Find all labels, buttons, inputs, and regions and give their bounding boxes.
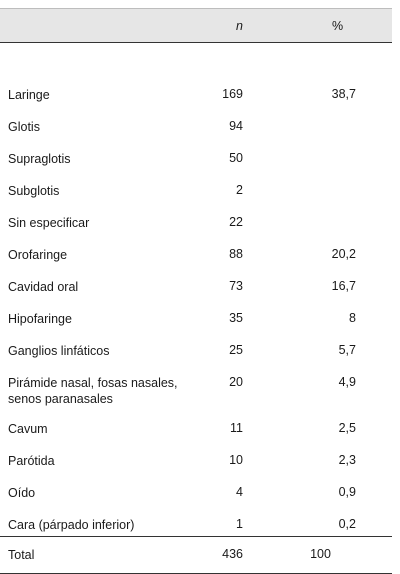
table-row	[0, 171, 392, 203]
row-percent	[245, 203, 392, 235]
total-label: Total	[0, 537, 190, 574]
table-row	[0, 299, 392, 331]
row-site: Glotis	[8, 119, 40, 134]
table-row	[0, 139, 392, 171]
table-row	[0, 75, 392, 107]
table-row	[0, 363, 392, 409]
row-site: Oído	[8, 485, 36, 500]
row-site: Sin especificar	[8, 215, 90, 230]
header-percent: %	[245, 9, 392, 43]
table-row	[0, 473, 392, 505]
table-row	[0, 267, 392, 299]
table-row	[0, 441, 392, 473]
row-percent: 8	[349, 310, 356, 325]
row-n: 73	[229, 278, 243, 293]
header-n: n	[190, 9, 245, 43]
header-site	[0, 9, 190, 43]
row-site: Laringe	[8, 87, 50, 102]
row-n: 50	[229, 150, 243, 165]
row-n: 22	[229, 214, 243, 229]
row-n: 88	[229, 246, 243, 261]
row-percent: 2,5	[338, 420, 356, 435]
total-percent: 100	[245, 537, 392, 574]
row-n: 169	[222, 86, 243, 101]
row-n: 94	[229, 118, 243, 133]
row-n: 1	[236, 516, 243, 531]
row-site: Cara (párpado inferior)	[8, 517, 135, 532]
table-row	[0, 505, 392, 537]
total-n: 436	[190, 537, 245, 574]
row-percent	[245, 171, 392, 203]
row-n: 11	[230, 420, 243, 435]
row-percent: 5,7	[338, 342, 356, 357]
row-percent: 4,9	[338, 374, 356, 389]
row-percent	[245, 139, 392, 171]
row-n: 20	[229, 374, 243, 389]
total-row	[0, 537, 392, 574]
row-site: Cavidad oral	[8, 279, 79, 294]
table-header	[0, 9, 392, 43]
table-row	[0, 107, 392, 139]
table-row	[0, 203, 392, 235]
tumor-site-table	[0, 8, 392, 574]
row-percent: 0,9	[338, 484, 356, 499]
row-percent: 2,3	[338, 452, 356, 467]
spacer-row	[0, 43, 392, 75]
row-percent	[245, 107, 392, 139]
tumor-site-table-container	[0, 8, 392, 574]
table-body	[0, 43, 392, 574]
table-row	[0, 331, 392, 363]
row-n: 2	[236, 182, 243, 197]
row-site: Cavum	[8, 421, 48, 436]
row-site: Orofaringe	[8, 247, 68, 262]
row-percent: 20,2	[331, 246, 356, 261]
row-percent: 16,7	[331, 278, 356, 293]
header-row	[0, 9, 392, 43]
row-site: Parótida	[8, 453, 55, 468]
row-n: 4	[236, 484, 243, 499]
row-site: Hipofaringe	[8, 311, 72, 326]
row-site: Subglotis	[8, 183, 60, 198]
row-site: Ganglios linfáticos	[8, 343, 110, 358]
row-percent: 38,7	[331, 86, 356, 101]
row-n: 10	[229, 452, 243, 467]
row-percent: 0,2	[338, 516, 356, 531]
row-site: Pirámide nasal, fosas nasales, senos paranasales	[8, 375, 178, 406]
table-row	[0, 409, 392, 441]
table-row	[0, 235, 392, 267]
row-n: 25	[229, 342, 243, 357]
row-site: Supraglotis	[8, 151, 71, 166]
row-n: 35	[229, 310, 243, 325]
